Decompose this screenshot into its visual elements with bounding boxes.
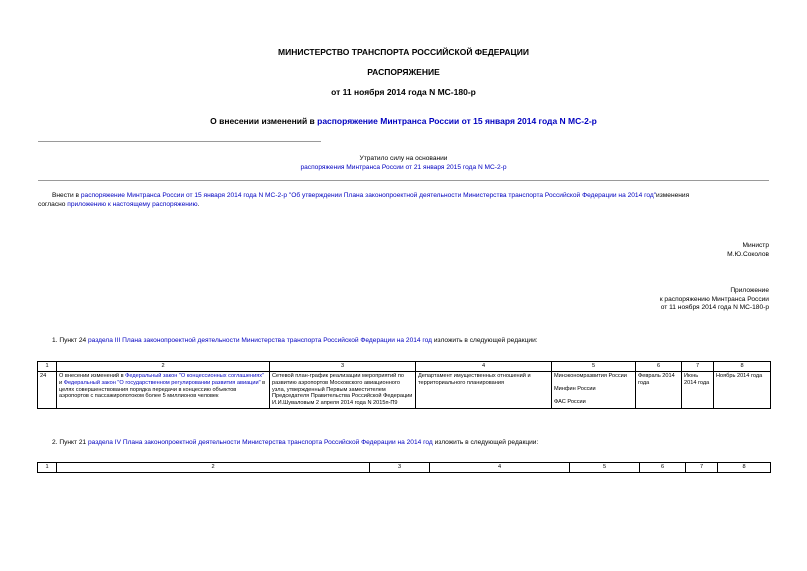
row-coexecutors <box>552 372 636 409</box>
document-date-number: от 11 ноября 2014 года N МС-180-р <box>331 87 476 97</box>
table-header-cell: 3 <box>270 362 416 372</box>
desc-text-mid: и <box>59 379 64 386</box>
body-text-1: Внести в <box>52 192 81 199</box>
item-1-before: 1. Пункт 24 <box>52 337 88 344</box>
item-1-after: изложить в следующей редакции: <box>432 337 538 344</box>
table-header-row <box>38 463 771 473</box>
signature-block <box>500 242 769 259</box>
plan-table-1 <box>37 361 771 409</box>
item-1-link[interactable]: раздела III Плана законопроектной деятельности Министерства транспорта Российской Федерации на 2014 год <box>88 337 433 344</box>
coexecutor: ФАС России <box>554 398 586 405</box>
table-header-cell: 1 <box>38 362 57 372</box>
body-text-2: изменения <box>656 192 690 199</box>
appendix-line-3: от 11 ноября 2014 года N МС-180-р <box>660 304 769 312</box>
status-link[interactable]: распоряжения Минтранса России от 21 января 2015 года N МС-2-р <box>300 163 507 171</box>
item-2-before: 2. Пункт 21 <box>52 439 88 446</box>
body-link-appendix[interactable]: приложению к настоящему распоряжению <box>67 200 198 208</box>
table-header-cell: 3 <box>370 463 430 473</box>
coexecutor: Минфин России <box>554 385 596 392</box>
table-row <box>38 372 771 409</box>
coexecutor: Минэкономразвития России <box>554 373 627 379</box>
status-line: Утратило силу на основании <box>359 155 448 162</box>
plan-table-2 <box>37 462 771 473</box>
signature-name: М.Ю.Соколов <box>727 250 769 258</box>
title-prefix: О внесении изменений в <box>210 116 318 126</box>
table-header-cell: 5 <box>552 362 636 372</box>
divider-full <box>38 180 769 181</box>
ministry-name: МИНИСТЕРСТВО ТРАНСПОРТА РОССИЙСКОЙ ФЕДЕРАЦИИ <box>278 47 529 57</box>
item-2 <box>52 439 769 448</box>
law-link-aviation[interactable]: Федеральный закон "О государственном регулировании развития авиации" <box>63 379 261 386</box>
table-header-cell: 4 <box>430 463 570 473</box>
row-date-duma: Ноябрь 2014 года <box>714 372 771 409</box>
item-2-link[interactable]: раздела IV Плана законопроектной деятельности Министерства транспорта Российской Федерации на 2014 год <box>88 439 433 446</box>
table-header-cell: 8 <box>718 463 771 473</box>
desc-text-post: в целях совершенствования порядка передачи в концессию объектов аэропортов с пассажиропотоком более 5 миллионов человек <box>59 379 266 400</box>
signature-position: Министр <box>742 242 769 249</box>
body-paragraph <box>38 192 770 209</box>
table-header-cell: 1 <box>38 463 57 473</box>
row-number: 24 <box>38 372 57 409</box>
document-type: РАСПОРЯЖЕНИЕ <box>367 67 440 77</box>
table-header-row <box>38 362 771 372</box>
body-text-4: . <box>197 200 200 208</box>
status-note <box>0 155 807 172</box>
title-link[interactable]: распоряжение Минтранса России от 15 января 2014 года N МС-2-р <box>317 116 597 126</box>
body-link-order[interactable]: распоряжение Минтранса России от 15 января 2014 года N МС-2-р "Об утверждении Плана законопроектной деятельности Министерства транспорта Российской Федерации на 2014 год" <box>80 192 657 199</box>
table-header-cell: 8 <box>714 362 771 372</box>
document-title <box>0 116 807 126</box>
divider-short <box>38 141 321 142</box>
table-header-cell: 7 <box>686 463 718 473</box>
appendix-line-2: к распоряжению Минтранса России <box>659 295 769 303</box>
row-date-government: Июнь 2014 года <box>682 372 714 409</box>
appendix-line-1: Приложение <box>730 287 769 294</box>
item-2-after: изложить в следующей редакции: <box>432 439 539 446</box>
table-header-cell: 5 <box>570 463 640 473</box>
table-header-cell: 2 <box>57 463 370 473</box>
table-header-cell: 2 <box>57 362 270 372</box>
law-link-concession[interactable]: Федеральный закон "О концессионных соглашениях" <box>125 373 265 379</box>
table-header-cell: 4 <box>416 362 552 372</box>
appendix-block <box>500 287 769 313</box>
row-date-ministry: Февраль 2014 года <box>636 372 682 409</box>
table-header-cell: 7 <box>682 362 714 372</box>
row-basis: Сетевой план-график реализации мероприятий по развитию аэропортов Московского авиационного узла, утвержденный Первым заместителем Председателя Правительства Российской Федерации И.И.Шуваловым 2 апреля 2014 года N 2015п-П9 <box>270 372 416 409</box>
row-description <box>57 372 270 409</box>
desc-text-pre: О внесении изменений в <box>59 373 126 379</box>
row-responsible: Департамент имущественных отношений и территориального планирования <box>416 372 552 409</box>
body-text-3: согласно <box>38 200 68 208</box>
table-header-cell: 6 <box>636 362 682 372</box>
table-header-cell: 6 <box>640 463 686 473</box>
item-1 <box>52 337 769 346</box>
